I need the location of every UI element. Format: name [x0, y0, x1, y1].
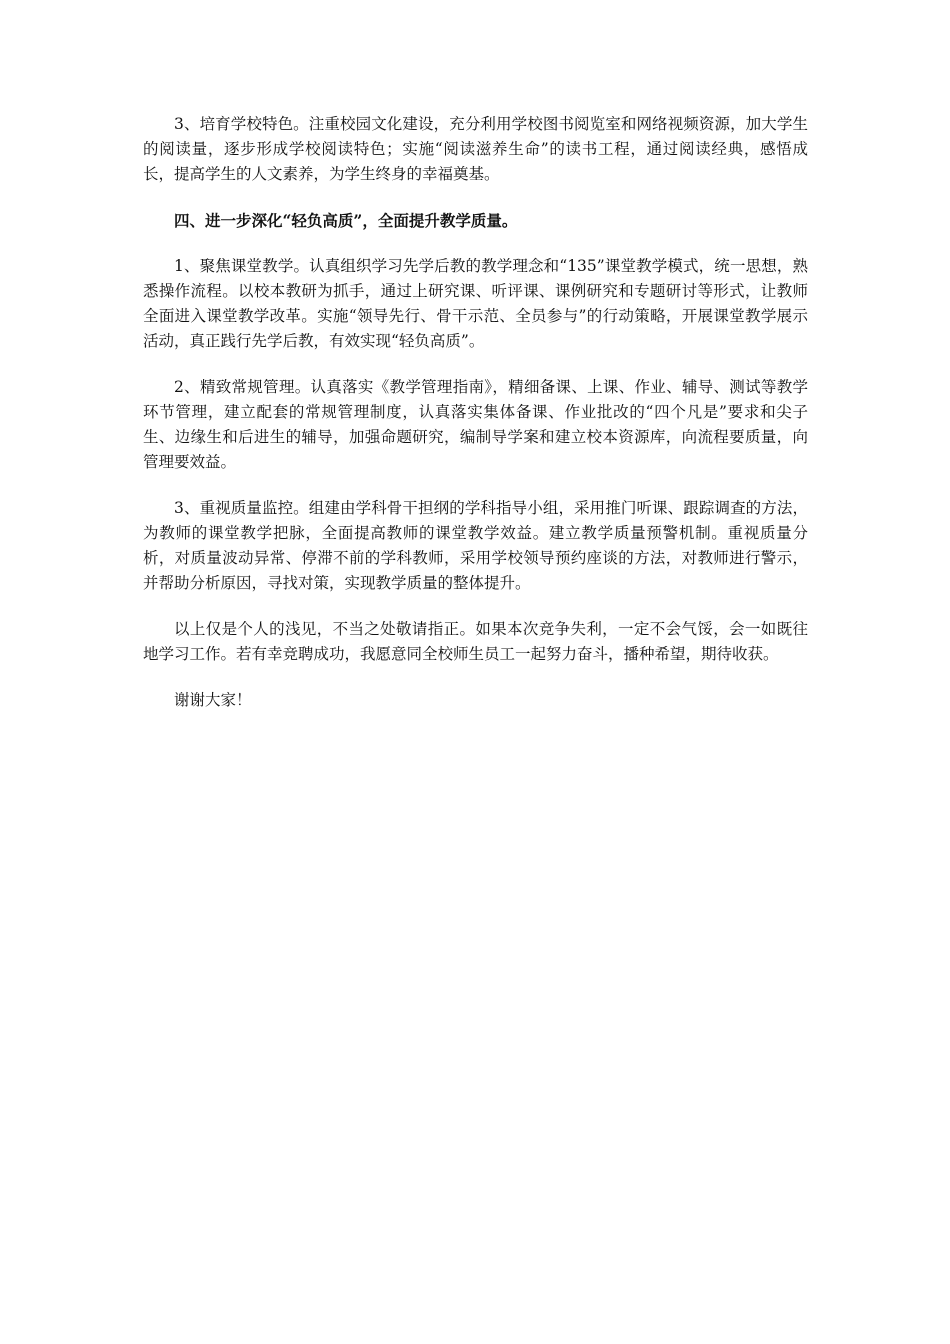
section-heading-teaching-quality: 四、进一步深化“轻负高质”，全面提升教学质量。 — [174, 211, 518, 230]
paragraph-conclusion: 以上仅是个人的浅见，不当之处敬请指正。如果本次竞争失利，一定不会气馁，会一如既往地学习工作。若有幸竞聘成功，我愿意同全校师生员工一起努力奋斗，播种希望，期待收获。 — [143, 620, 808, 663]
document-body — [143, 112, 808, 713]
paragraph-routine-management: 2、精致常规管理。认真落实《教学管理指南》，精细备课、上课、作业、辅导、测试等教学环节管理，建立配套的常规管理制度，认真落实集体备课、作业批改的“四个凡是”要求和尖子生、边缘生和后进生的辅导，加强命题研究，编制导学案和建立校本资源库，向流程要质量，向管理要效益。 — [143, 378, 808, 471]
paragraph-school-features: 3、培育学校特色。注重校园文化建设，充分利用学校图书阅览室和网络视频资源，加大学生的阅读量，逐步形成学校阅读特色；实施“阅读滋养生命”的读书工程，通过阅读经典，感悟成长，提高学生的人文素养，为学生终身的幸福奠基。 — [143, 115, 808, 183]
closing-thanks: 谢谢大家！ — [174, 691, 252, 709]
paragraph-quality-monitoring: 3、重视质量监控。组建由学科骨干担纲的学科指导小组，采用推门听课、跟踪调查的方法，为教师的课堂教学把脉，全面提高教师的课堂教学效益。建立教学质量预警机制。重视质量分析，对质量波动异常、停滞不前的学科教师，采用学校领导预约座谈的方法，对教师进行警示，并帮助分析原因，寻找对策，实现教学质量的整体提升。 — [143, 499, 808, 592]
paragraph-classroom-teaching: 1、聚焦课堂教学。认真组织学习先学后教的教学理念和“135”课堂教学模式，统一思想，熟悉操作流程。以校本教研为抓手，通过上研究课、听评课、课例研究和专题研讨等形式，让教师全面进入课堂教学改革。实施“领导先行、骨干示范、全员参与”的行动策略，开展课堂教学展示活动，真正践行先学后教，有效实现“轻负高质”。 — [143, 257, 808, 350]
